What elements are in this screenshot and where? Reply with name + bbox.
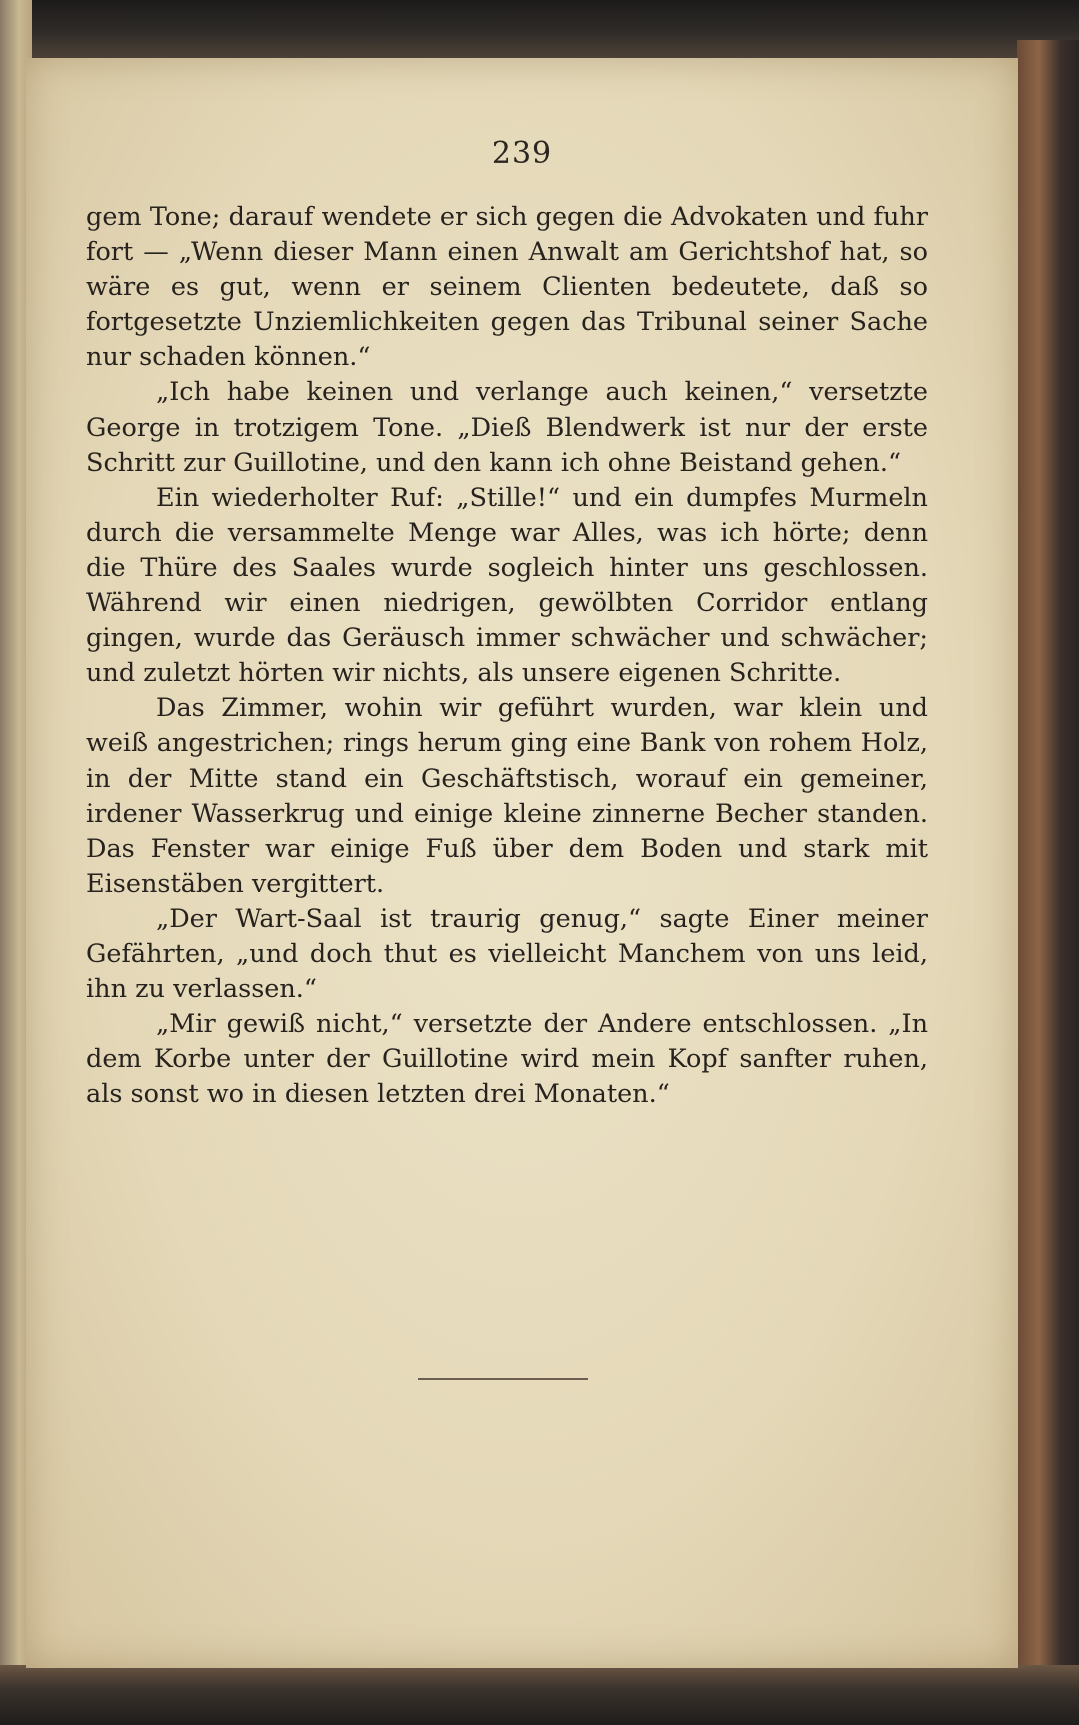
section-end-rule (418, 1378, 588, 1380)
page-number: 239 (491, 136, 553, 171)
paragraph-5: „Der Wart-Saal ist traurig genug,“ sagte Einer meiner Gefährten, „und doch thut es vielleicht Manchem von uns leid, ihn zu verlassen.“ (86, 903, 928, 1005)
paragraph-2: „Ich habe keinen und verlange auch keinen,“ versetzte George in trotzigem Tone. „Dieß Blendwerk ist nur der erste Schritt zur Guillotine, und den kann ich ohne Beistand gehen.“ (86, 377, 928, 478)
paragraph-6: „Mir gewiß nicht,“ versetzte der Andere entschlossen. „In dem Korbe unter der Guillotine wird mein Kopf sanfter ruhen, als sonst wo in diesen letzten drei Monaten.“ (86, 1009, 928, 1110)
paragraph-3: Ein wiederholter Ruf: „Stille!“ und ein dumpfes Murmeln durch die versammelte Menge war Alles, was ich hörte; denn die Thüre des Saales wurde sogleich hinter uns geschlossen. Während wir einen niedrigen, gewölbten Corridor entlang gingen, wurde das Geräusch immer schwächer und schwächer; und zuletzt hörten wir nichts, als unsere eigenen Schritte. (86, 482, 928, 689)
page-body-text (86, 200, 928, 1112)
book-cover-right-edge (1017, 40, 1079, 1680)
paragraph-4: Das Zimmer, wohin wir geführt wurden, war klein und weiß angestrichen; rings herum ging eine Bank von rohem Holz, in der Mitte stand ein Geschäftstisch, worauf ein gemeiner, irdener Wasserkrug und einige kleine zinnerne Becher standen. Das Fenster war einige Fuß über dem Boden und stark mit Eisenstäben vergittert. (86, 693, 928, 899)
book-page (26, 58, 1018, 1668)
paragraph-1: gem Tone; darauf wendete er sich gegen die Advokaten und fuhr fort — „Wenn dieser Mann einen Anwalt am Gerichtshof hat, so wäre es gut, wenn er seinem Clienten bedeutete, daß so fortgesetzte Unziemlichkeiten gegen das Tribunal seiner Sache nur schaden können.“ (86, 202, 928, 373)
book-cover-bottom-edge (0, 1665, 1079, 1725)
